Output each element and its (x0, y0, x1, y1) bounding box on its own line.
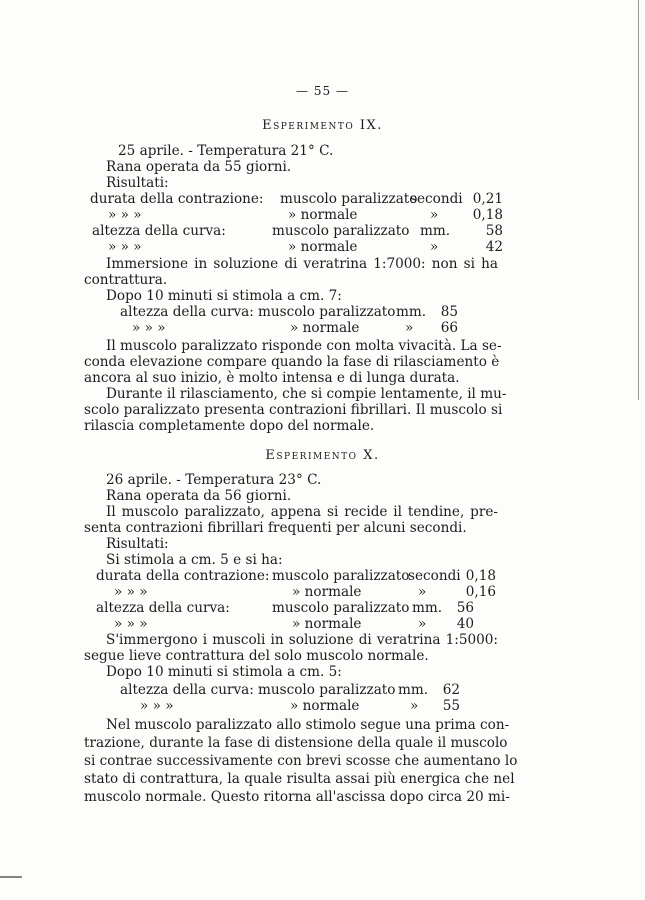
exp10-row3-value: 56 (456, 600, 474, 616)
exp9-row4-unit: » (430, 239, 439, 255)
exp10-row1-unit: secondi (408, 568, 461, 584)
exp10-para2-line1: Nel muscolo paralizzato allo stimolo segue una prima con- (106, 717, 510, 733)
exp9-row2-label: » » » (108, 207, 142, 223)
exp10-immergono-line1: S'immergono i muscoli in soluzione di veratrina 1:5000: (106, 632, 498, 648)
exp9-para1-line2: conda elevazione compare quando la fase di rilasciamento è (84, 354, 500, 370)
exp10-row1-label: durata della contrazione: (96, 568, 270, 584)
exp10-row4-label: » » » (114, 616, 148, 632)
exp9-row1-muscle: muscolo paralizzato (280, 191, 418, 207)
exp10-row2-value: 0,16 (465, 584, 496, 600)
exp10-row3-unit: mm. (412, 600, 443, 616)
exp10-immergono-line2: segue lieve contrattura del solo muscolo normale. (84, 648, 429, 664)
exp10-risultati: Risultati: (106, 536, 169, 552)
exp10-b-row2-label: » » » (140, 698, 174, 714)
exp9-row1-label: durata della contrazione: (90, 191, 264, 207)
exp9-b-row2-value: 66 (440, 320, 458, 336)
exp9-para2-line3: rilascia completamente dopo del normale. (84, 418, 375, 434)
exp10-row4-unit: » (418, 616, 427, 632)
exp10-b-row2-muscle: » normale (290, 698, 360, 714)
exp10-row4-muscle: » normale (292, 616, 362, 632)
exp10-row2-unit: » (418, 584, 427, 600)
exp10-b-row2-value: 55 (442, 698, 460, 714)
exp10-row2-muscle: » normale (292, 584, 362, 600)
exp9-para2-line2: scolo paralizzato presenta contrazioni fibrillari. Il muscolo si (84, 402, 503, 418)
exp9-row3-unit: mm. (420, 223, 451, 239)
exp10-b-row1-unit: mm. (398, 682, 429, 698)
exp9-risultati: Risultati: (106, 175, 169, 191)
page-edge-shadow (638, 0, 639, 400)
exp9-para2-line1: Durante il rilasciamento, che si compie lentamente, il mu- (106, 386, 507, 402)
exp9-row2-unit: » (430, 207, 439, 223)
exp10-date: 26 aprile. - Temperatura 23° C. (106, 472, 322, 488)
exp9-b-row2-muscle: » normale (290, 320, 360, 336)
exp9-rana: Rana operata da 55 giorni. (106, 159, 292, 175)
exp10-row2-label: » » » (114, 584, 148, 600)
exp9-b-row1-label: altezza della curva: (120, 304, 254, 320)
exp10-para2-line4: stato di contrattura, la quale risulta assai più energica che nel (84, 771, 515, 787)
exp9-row1-value: 0,21 (472, 191, 503, 207)
exp9-immersion-line2: contrattura. (84, 272, 168, 288)
exp10-b-row1-label: altezza della curva: (120, 682, 254, 698)
exp10-stimola: Si stimola a cm. 5 e si ha: (106, 552, 283, 568)
exp9-row3-muscle: muscolo paralizzato (272, 223, 410, 239)
exp10-row3-label: altezza della curva: (96, 600, 230, 616)
exp10-b-row1-muscle: muscolo paralizzato (258, 682, 396, 698)
exp9-row2-value: 0,18 (472, 207, 503, 223)
exp9-dopo: Dopo 10 minuti si stimola a cm. 7: (106, 288, 342, 304)
exp9-row4-label: » » » (108, 239, 142, 255)
exp9-para1-line3: ancora al suo inizio, è molto intensa e di lunga durata. (84, 370, 460, 386)
exp9-row3-value: 58 (485, 223, 503, 239)
exp9-b-row1-muscle: muscolo paralizzato (258, 304, 396, 320)
exp10-row3-muscle: muscolo paralizzato (272, 600, 410, 616)
exp9-b-row1-unit: mm. (396, 304, 427, 320)
exp10-row4-value: 40 (456, 616, 474, 632)
exp10-para1-line1: Il muscolo paralizzato, appena si recide il tendine, pre- (106, 504, 498, 520)
exp10-para2-line2: trazione, durante la fase di distensione della quale il muscolo (84, 735, 508, 751)
exp9-title: Esperimento IX. (262, 118, 383, 133)
exp10-row1-muscle: muscolo paralizzato (272, 568, 410, 584)
exp9-row1-unit: secondi (410, 191, 463, 207)
exp10-row1-value: 0,18 (465, 568, 496, 584)
exp9-row3-label: altezza della curva: (92, 223, 226, 239)
exp9-b-row2-unit: » (405, 320, 414, 336)
exp9-immersion-line1: Immersione in soluzione di veratrina 1:7000: non si ha (106, 256, 498, 272)
exp9-b-row2-label: » » » (132, 320, 166, 336)
exp10-para2-line3: si contrae successivamente con brevi scosse che aumentano lo (84, 753, 518, 769)
exp9-row2-muscle: » normale (288, 207, 358, 223)
exp10-para2-line5: muscolo normale. Questo ritorna all'ascissa dopo circa 20 mi- (84, 789, 510, 805)
exp9-row4-muscle: » normale (288, 239, 358, 255)
exp9-row4-value: 42 (485, 239, 503, 255)
exp10-title: Esperimento X. (265, 448, 380, 463)
exp9-para1-line1: Il muscolo paralizzato risponde con molta vivacità. La se- (106, 338, 502, 354)
exp9-b-row1-value: 85 (440, 304, 458, 320)
page-corner-mark (0, 876, 22, 878)
exp10-para1-line2: senta contrazioni fibrillari frequenti per alcuni secondi. (84, 520, 467, 536)
exp10-rana: Rana operata da 56 giorni. (106, 488, 292, 504)
exp9-date: 25 aprile. - Temperatura 21° C. (118, 143, 334, 159)
exp10-dopo: Dopo 10 minuti si stimola a cm. 5: (106, 664, 342, 680)
exp10-b-row1-value: 62 (442, 682, 460, 698)
page-number: — 55 — (296, 84, 349, 98)
exp10-b-row2-unit: » (410, 698, 419, 714)
